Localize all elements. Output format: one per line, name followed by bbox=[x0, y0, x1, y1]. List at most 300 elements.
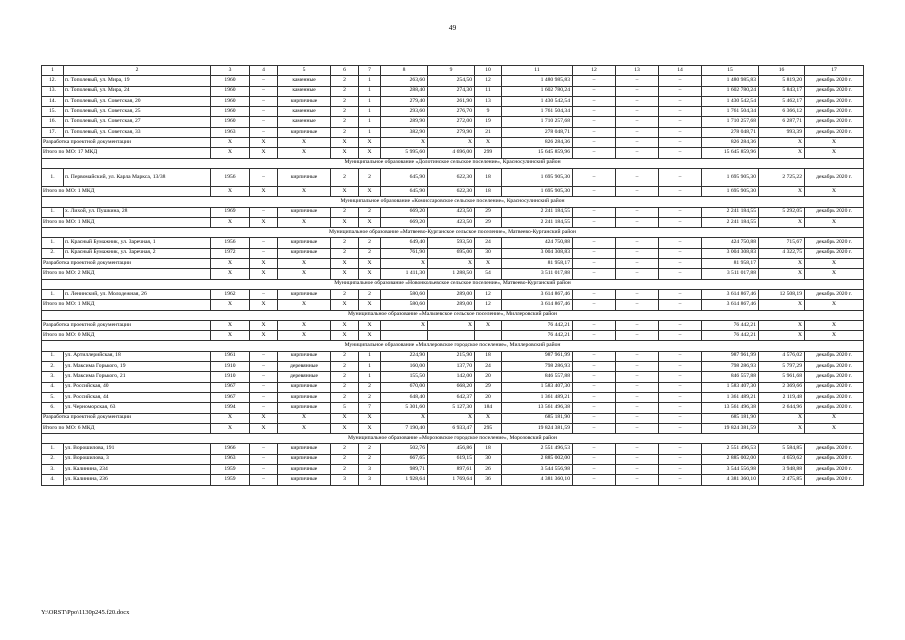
building-row bbox=[42, 289, 864, 299]
table-cell: 18 bbox=[475, 351, 502, 361]
table-cell: X bbox=[211, 217, 250, 227]
table-cell: – bbox=[659, 138, 702, 148]
table-cell: 3 bbox=[359, 475, 381, 485]
column-number-cell: 7 bbox=[359, 66, 381, 76]
table-cell: 14. bbox=[42, 96, 64, 106]
table-cell: 2 551 496,53 bbox=[502, 444, 573, 454]
table-cell: X bbox=[805, 138, 864, 148]
table-cell: 1 288,50 bbox=[428, 269, 475, 279]
table-cell: X bbox=[359, 423, 381, 433]
table-cell: 13 561 496,38 bbox=[702, 403, 759, 413]
table-cell: – bbox=[659, 217, 702, 227]
table-cell: – bbox=[659, 372, 702, 382]
table-cell: декабрь 2020 г. bbox=[805, 475, 864, 485]
table-cell: – bbox=[573, 331, 616, 341]
table-cell: – bbox=[573, 403, 616, 413]
table-cell: 1 bbox=[359, 127, 381, 137]
table-cell: – bbox=[250, 168, 278, 186]
file-path-footer: Y:\ORST\Ppo\1130p245.f20.docx bbox=[41, 609, 130, 616]
table-cell: – bbox=[573, 362, 616, 372]
table-cell: X bbox=[359, 148, 381, 158]
table-cell: – bbox=[616, 300, 659, 310]
summary-label-cell: Разработка проектной документации bbox=[42, 413, 211, 423]
table-cell: 4 381 360,10 bbox=[702, 475, 759, 485]
table-cell: 1 480 985,83 bbox=[702, 76, 759, 86]
address-cell: ул. Ворошилова, 3 bbox=[64, 454, 211, 464]
table-cell: X bbox=[805, 217, 864, 227]
table-cell: 254,50 bbox=[428, 76, 475, 86]
table-cell: – bbox=[616, 454, 659, 464]
address-cell: ул. Российская, 44 bbox=[64, 392, 211, 402]
table-cell: 17. bbox=[42, 127, 64, 137]
table-cell: 456,86 bbox=[428, 444, 475, 454]
table-cell: 1 bbox=[359, 107, 381, 117]
table-cell: – bbox=[659, 168, 702, 186]
table-cell: декабрь 2020 г. bbox=[805, 107, 864, 117]
table-cell: X bbox=[359, 217, 381, 227]
table-cell: 29 bbox=[475, 382, 502, 392]
table-cell: – bbox=[573, 259, 616, 269]
address-cell: п. Красный Бумажник, ул. Заречная, 2 bbox=[64, 248, 211, 258]
table-cell: 13. bbox=[42, 86, 64, 96]
table-cell: 1. bbox=[42, 351, 64, 361]
table-cell: 137,70 bbox=[428, 362, 475, 372]
table-cell: 13 561 496,38 bbox=[502, 403, 573, 413]
summary-label-cell: Итого по МО: 1 МКД bbox=[42, 217, 211, 227]
table-cell: X bbox=[250, 423, 278, 433]
table-cell: 580,60 bbox=[381, 289, 428, 299]
address-cell: ул. Максима Горького, 21 bbox=[64, 372, 211, 382]
table-cell: – bbox=[573, 248, 616, 258]
column-number-cell: 12 bbox=[573, 66, 616, 76]
table-cell: 2 bbox=[359, 444, 381, 454]
table-cell: 184 bbox=[475, 403, 502, 413]
table-cell: 299 bbox=[475, 148, 502, 158]
column-number-cell: 3 bbox=[211, 66, 250, 76]
table-cell: X bbox=[381, 413, 428, 423]
table-cell: 3 948,88 bbox=[759, 464, 805, 474]
table-cell: X bbox=[211, 320, 250, 330]
table-cell: X bbox=[381, 259, 428, 269]
table-cell: декабрь 2020 г. bbox=[805, 238, 864, 248]
table-cell: 2. bbox=[42, 362, 64, 372]
table-cell: – bbox=[616, 413, 659, 423]
table-cell: 2 475,85 bbox=[759, 475, 805, 485]
table-cell: X bbox=[381, 320, 428, 330]
table-cell: 2 bbox=[359, 238, 381, 248]
table-cell: – bbox=[616, 117, 659, 127]
table-cell: 1 583 407,30 bbox=[702, 382, 759, 392]
table-cell: – bbox=[573, 444, 616, 454]
table-cell: – bbox=[616, 138, 659, 148]
table-cell: каменные bbox=[278, 107, 331, 117]
table-cell: 1960 bbox=[211, 86, 250, 96]
table-cell: 649,40 bbox=[381, 238, 428, 248]
table-cell: декабрь 2020 г. bbox=[805, 76, 864, 86]
table-cell: X bbox=[475, 259, 502, 269]
table-cell: 5 462,17 bbox=[759, 96, 805, 106]
table-cell: – bbox=[616, 148, 659, 158]
table-cell: 3 bbox=[331, 475, 359, 485]
table-cell: X bbox=[331, 320, 359, 330]
table-cell: 2 bbox=[331, 238, 359, 248]
summary-label-cell: Итого по МО: 1 МКД bbox=[42, 186, 211, 196]
table-cell: – bbox=[659, 413, 702, 423]
table-cell: 5 127,30 bbox=[428, 403, 475, 413]
table-cell: 1969 bbox=[211, 207, 250, 217]
table-cell: X bbox=[759, 300, 805, 310]
table-cell: кирпичные bbox=[278, 168, 331, 186]
table-cell: 20 bbox=[475, 392, 502, 402]
table-cell: 36 bbox=[475, 475, 502, 485]
table-cell: 1910 bbox=[211, 362, 250, 372]
address-cell: х. Лихой, ул. Пушкина, 28 bbox=[64, 207, 211, 217]
table-cell: кирпичные bbox=[278, 96, 331, 106]
table-cell: декабрь 2020 г. bbox=[805, 382, 864, 392]
table-cell: – bbox=[250, 382, 278, 392]
table-cell: 12. bbox=[42, 76, 64, 86]
table-cell: 15 645 859,96 bbox=[502, 148, 573, 158]
table-cell: 423,50 bbox=[428, 207, 475, 217]
table-cell: X bbox=[805, 259, 864, 269]
table-cell: X bbox=[759, 269, 805, 279]
table-cell: 30 bbox=[475, 454, 502, 464]
table-cell: X bbox=[250, 259, 278, 269]
address-cell: п. Тополевый, ул. Мира, 19 bbox=[64, 76, 211, 86]
table-cell: 5 bbox=[331, 403, 359, 413]
table-cell: 2 bbox=[331, 248, 359, 258]
table-cell: – bbox=[573, 217, 616, 227]
table-cell: X bbox=[805, 413, 864, 423]
table-cell: – bbox=[659, 186, 702, 196]
table-cell: X bbox=[359, 331, 381, 341]
table-cell: – bbox=[573, 475, 616, 485]
section-title-cell: Муниципальное образование «Матвеево-Курганское сельское поселение», Матвеево-Курганский район bbox=[42, 228, 864, 238]
table-cell: 5 584,85 bbox=[759, 444, 805, 454]
table-cell: 1967 bbox=[211, 392, 250, 402]
table-cell: – bbox=[250, 96, 278, 106]
table-cell: 715,67 bbox=[759, 238, 805, 248]
table-cell: 2 bbox=[331, 76, 359, 86]
table-cell: 645,90 bbox=[381, 186, 428, 196]
table-body bbox=[42, 66, 864, 486]
table-cell: – bbox=[659, 107, 702, 117]
table-cell: 1961 bbox=[211, 351, 250, 361]
table-cell: 21 bbox=[475, 127, 502, 137]
building-row bbox=[42, 454, 864, 464]
table-cell: 989,71 bbox=[381, 464, 428, 474]
table-cell: – bbox=[573, 382, 616, 392]
table-cell: X bbox=[428, 138, 475, 148]
table-cell: – bbox=[659, 362, 702, 372]
table-cell: 2 bbox=[331, 372, 359, 382]
table-cell: 4 576,02 bbox=[759, 351, 805, 361]
address-cell: ул. Российская, 40 bbox=[64, 382, 211, 392]
table-cell: 993,39 bbox=[759, 127, 805, 137]
table-cell: 2 bbox=[359, 392, 381, 402]
table-cell: 2 369,66 bbox=[759, 382, 805, 392]
table-cell: 1967 bbox=[211, 382, 250, 392]
table-cell: – bbox=[573, 300, 616, 310]
table-cell: 24 bbox=[475, 362, 502, 372]
summary-row bbox=[42, 269, 864, 279]
table-cell: 1994 bbox=[211, 403, 250, 413]
table-cell: 2 bbox=[331, 454, 359, 464]
table-cell: 642,37 bbox=[428, 392, 475, 402]
table-cell: кирпичные bbox=[278, 464, 331, 474]
table-cell: 798 286,93 bbox=[502, 362, 573, 372]
table-cell: 502,76 bbox=[381, 444, 428, 454]
table-cell: – bbox=[659, 207, 702, 217]
section-header-row bbox=[42, 341, 864, 351]
table-cell: кирпичные bbox=[278, 248, 331, 258]
table-cell: X bbox=[759, 413, 805, 423]
table-cell: 5 961,68 bbox=[759, 372, 805, 382]
table-cell: 76 442,21 bbox=[702, 320, 759, 330]
table-cell: X bbox=[278, 320, 331, 330]
table-cell: декабрь 2020 г. bbox=[805, 403, 864, 413]
table-cell: 2 bbox=[331, 392, 359, 402]
table-cell: – bbox=[659, 76, 702, 86]
table-cell: X bbox=[331, 423, 359, 433]
table-cell: 1 bbox=[359, 76, 381, 86]
table-cell: – bbox=[616, 96, 659, 106]
table-cell: 826 284,36 bbox=[502, 138, 573, 148]
table-cell: 12 bbox=[475, 76, 502, 86]
table-cell: кирпичные bbox=[278, 351, 331, 361]
table-cell: – bbox=[573, 238, 616, 248]
table-cell: X bbox=[211, 138, 250, 148]
table-cell: X bbox=[331, 217, 359, 227]
table-cell: 1 bbox=[359, 372, 381, 382]
summary-row bbox=[42, 413, 864, 423]
table-cell: декабрь 2020 г. bbox=[805, 117, 864, 127]
table-cell: X bbox=[428, 259, 475, 269]
summary-label-cell: Разработка проектной документации bbox=[42, 320, 211, 330]
table-cell: 2 bbox=[359, 382, 381, 392]
table-cell: 4. bbox=[42, 475, 64, 485]
table-cell: 29 bbox=[475, 207, 502, 217]
table-cell: X bbox=[359, 259, 381, 269]
table-cell: декабрь 2020 г. bbox=[805, 362, 864, 372]
table-cell: 26 bbox=[475, 464, 502, 474]
table-cell: – bbox=[616, 382, 659, 392]
table-cell: 667,65 bbox=[381, 454, 428, 464]
table-cell: 648,40 bbox=[381, 392, 428, 402]
table-cell: 1 928,64 bbox=[381, 475, 428, 485]
table-cell: 1 bbox=[359, 362, 381, 372]
table-cell: X bbox=[250, 269, 278, 279]
table-cell: 274,30 bbox=[428, 86, 475, 96]
table-cell: 1 769,64 bbox=[428, 475, 475, 485]
column-number-cell: 6 bbox=[331, 66, 359, 76]
table-cell: 2 bbox=[331, 127, 359, 137]
table-cell: 1 411,30 bbox=[381, 269, 428, 279]
table-cell: 897,61 bbox=[428, 464, 475, 474]
table-cell: 5 292,05 bbox=[759, 207, 805, 217]
table-cell: X bbox=[359, 269, 381, 279]
table-cell: 5 843,17 bbox=[759, 86, 805, 96]
table-cell: – bbox=[616, 217, 659, 227]
table-cell: – bbox=[616, 168, 659, 186]
table-cell: 30 bbox=[475, 248, 502, 258]
table-cell: – bbox=[659, 248, 702, 258]
table-cell: 826 284,36 bbox=[702, 138, 759, 148]
table-cell: декабрь 2020 г. bbox=[805, 289, 864, 299]
table-cell: X bbox=[759, 138, 805, 148]
summary-label-cell: Итого по МО: 17 МКД bbox=[42, 148, 211, 158]
page-number: 49 bbox=[448, 23, 457, 32]
summary-row bbox=[42, 186, 864, 196]
table-cell: 263,60 bbox=[381, 76, 428, 86]
table-cell: 3 004 308,83 bbox=[702, 248, 759, 258]
table-cell: – bbox=[573, 127, 616, 137]
column-number-cell: 15 bbox=[702, 66, 759, 76]
table-cell: 1 430 542,54 bbox=[502, 96, 573, 106]
table-cell: X bbox=[278, 259, 331, 269]
table-cell: X bbox=[359, 186, 381, 196]
summary-row bbox=[42, 148, 864, 158]
table-cell: 3. bbox=[42, 372, 64, 382]
building-row bbox=[42, 362, 864, 372]
table-cell: – bbox=[573, 464, 616, 474]
table-cell: 19 824 381,59 bbox=[502, 423, 573, 433]
table-cell: 1. bbox=[42, 168, 64, 186]
table-cell: 4. bbox=[42, 382, 64, 392]
table-cell: 2. bbox=[42, 454, 64, 464]
table-cell: кирпичные bbox=[278, 238, 331, 248]
table-cell: – bbox=[573, 423, 616, 433]
table-cell: 2 725,22 bbox=[759, 168, 805, 186]
table-cell: кирпичные bbox=[278, 475, 331, 485]
table-cell: 289,90 bbox=[381, 117, 428, 127]
table-cell: X bbox=[250, 413, 278, 423]
table-cell: – bbox=[616, 351, 659, 361]
table-cell: 1966 bbox=[211, 444, 250, 454]
building-row bbox=[42, 107, 864, 117]
table-cell: 3 544 556,98 bbox=[502, 464, 573, 474]
table-cell: 81 958,17 bbox=[702, 259, 759, 269]
building-row bbox=[42, 127, 864, 137]
table-cell: декабрь 2020 г. bbox=[805, 96, 864, 106]
table-cell: – bbox=[616, 331, 659, 341]
address-cell: п. Первомайский, ул. Карла Маркса, 13/38 bbox=[64, 168, 211, 186]
table-cell: кирпичные bbox=[278, 444, 331, 454]
table-cell: X bbox=[331, 148, 359, 158]
table-cell: 2 241 184,55 bbox=[502, 207, 573, 217]
table-cell: 2. bbox=[42, 248, 64, 258]
table-cell: – bbox=[616, 259, 659, 269]
address-cell: ул. Калинина, 234 bbox=[64, 464, 211, 474]
table-cell: 1963 bbox=[211, 454, 250, 464]
building-row bbox=[42, 238, 864, 248]
table-cell: X bbox=[759, 186, 805, 196]
table-cell: 1 583 407,30 bbox=[502, 382, 573, 392]
column-number-row bbox=[42, 66, 864, 76]
table-cell: деревянные bbox=[278, 362, 331, 372]
column-number-cell: 13 bbox=[616, 66, 659, 76]
table-cell: – bbox=[659, 117, 702, 127]
address-cell: п. Тополевый, ул. Советская, 25 bbox=[64, 107, 211, 117]
section-title-cell: Муниципальное образование «Новонкольевское сельское поселение», Матвеево-Курганский район bbox=[42, 279, 864, 289]
table-cell: X bbox=[331, 186, 359, 196]
summary-label-cell: Разработка проектной документации bbox=[42, 138, 211, 148]
table-cell: 2 bbox=[331, 117, 359, 127]
summary-row bbox=[42, 423, 864, 433]
table-cell: 1 695 905,30 bbox=[702, 168, 759, 186]
table-cell: 3 544 556,98 bbox=[702, 464, 759, 474]
table-cell: – bbox=[659, 444, 702, 454]
table-cell: 7 190,40 bbox=[381, 423, 428, 433]
table-cell: – bbox=[616, 127, 659, 137]
table-cell: – bbox=[659, 475, 702, 485]
table-cell: – bbox=[573, 186, 616, 196]
column-number-cell: 8 bbox=[381, 66, 428, 76]
table-cell: 685 181,90 bbox=[502, 413, 573, 423]
table-cell: 3 bbox=[359, 464, 381, 474]
table-cell: X bbox=[211, 259, 250, 269]
table-cell: 1. bbox=[42, 238, 64, 248]
table-cell: – bbox=[573, 392, 616, 402]
table-cell: 1 361 489,21 bbox=[502, 392, 573, 402]
table-cell: – bbox=[659, 238, 702, 248]
table-cell: 293,60 bbox=[381, 107, 428, 117]
table-cell: декабрь 2020 г. bbox=[805, 351, 864, 361]
table-cell: – bbox=[573, 351, 616, 361]
table-cell bbox=[475, 331, 502, 341]
table-cell: – bbox=[616, 248, 659, 258]
table-cell: 295 bbox=[475, 423, 502, 433]
table-cell: – bbox=[616, 186, 659, 196]
table-cell: 2 bbox=[331, 96, 359, 106]
table-cell: 20 bbox=[475, 372, 502, 382]
table-cell bbox=[428, 331, 475, 341]
building-row bbox=[42, 248, 864, 258]
table-cell: 2 241 184,55 bbox=[702, 217, 759, 227]
table-cell: 669,20 bbox=[381, 207, 428, 217]
table-cell: 424 750,88 bbox=[702, 238, 759, 248]
table-cell: – bbox=[250, 127, 278, 137]
table-cell: 12 bbox=[475, 300, 502, 310]
table-cell: 2 bbox=[331, 289, 359, 299]
summary-row bbox=[42, 300, 864, 310]
table-cell: – bbox=[573, 107, 616, 117]
section-header-row bbox=[42, 434, 864, 444]
table-cell: – bbox=[573, 117, 616, 127]
table-cell: декабрь 2020 г. bbox=[805, 392, 864, 402]
table-cell: X bbox=[805, 320, 864, 330]
building-row bbox=[42, 96, 864, 106]
table-cell: 12 bbox=[475, 289, 502, 299]
table-cell: декабрь 2020 г. bbox=[805, 454, 864, 464]
table-cell: – bbox=[616, 76, 659, 86]
table-cell: – bbox=[573, 372, 616, 382]
column-number-cell: 11 bbox=[502, 66, 573, 76]
table-cell: 669,20 bbox=[381, 217, 428, 227]
table-cell: X bbox=[428, 320, 475, 330]
table-cell: X bbox=[211, 186, 250, 196]
table-cell: – bbox=[573, 269, 616, 279]
building-row bbox=[42, 392, 864, 402]
table-cell: 2 bbox=[359, 248, 381, 258]
table-cell: 215,90 bbox=[428, 351, 475, 361]
table-cell: X bbox=[331, 269, 359, 279]
building-row bbox=[42, 86, 864, 96]
table-cell: 2 bbox=[331, 86, 359, 96]
table-cell: 987 961,99 bbox=[702, 351, 759, 361]
table-cell: 1 bbox=[359, 86, 381, 96]
column-number-cell: 10 bbox=[475, 66, 502, 76]
